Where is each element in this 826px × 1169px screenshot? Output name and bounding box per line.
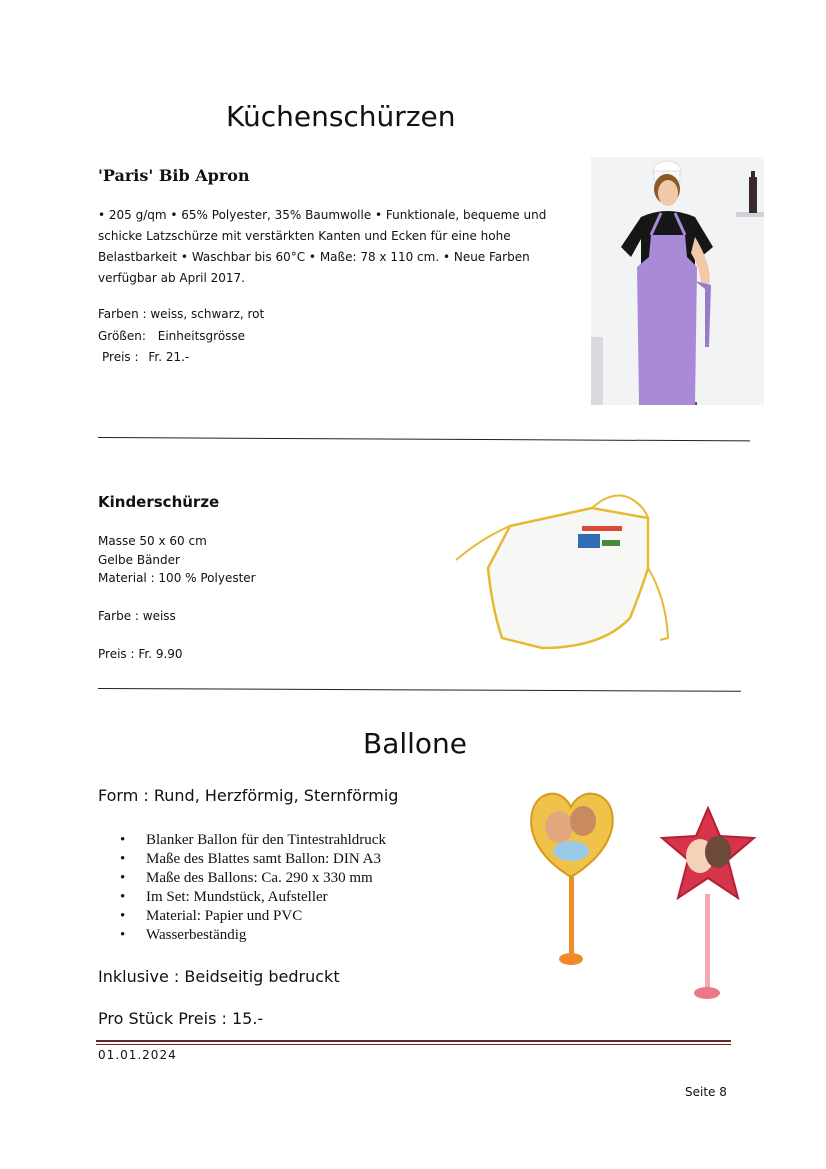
balloon-inclusive: Inklusive : Beidseitig bedruckt	[98, 967, 340, 986]
balloon-feature-4: • Im Set: Mundstück, Aufsteller	[98, 888, 386, 907]
balloon-feature-list	[98, 831, 386, 945]
kids-apron-line-3: Material : 100 % Polyester	[98, 571, 256, 585]
kids-apron-title: Kinderschürze	[98, 493, 220, 511]
apron-photo	[591, 157, 764, 405]
apron-sizes	[98, 327, 245, 346]
apron-description: • 205 g/qm • 65% Polyester, 35% Baumwolle • Funktionale, bequeme und schicke Latzschürze mit verstärkten Kanten und Ecken für eine hohe Belastbarkeit • Waschbar bis 60°C • Maße: 78 x 110 cm. • Neue Farben verfügbar ab April 2017.	[98, 208, 547, 285]
footer-rule-top	[96, 1040, 731, 1042]
footer-rule-bottom	[96, 1044, 731, 1045]
balloon-feature-6: • Wasserbeständig	[98, 926, 386, 945]
balloon-form: Form : Rund, Herzförmig, Sternförmig	[98, 786, 399, 805]
apron-section-heading: Küchenschürzen	[226, 100, 456, 133]
balloon-feature-5: • Material: Papier und PVC	[98, 907, 386, 926]
kids-apron-color: Farbe : weiss	[98, 609, 176, 623]
apron-sizes-label: Größen:	[98, 329, 146, 343]
footer-date: 01.01.2024	[98, 1048, 177, 1062]
apron-sizes-value: Einheitsgrösse	[157, 329, 246, 343]
divider-2	[98, 688, 741, 692]
apron-price	[102, 348, 189, 367]
kids-apron-line-2: Gelbe Bänder	[98, 553, 180, 567]
apron-product-title: 'Paris' Bib Apron	[98, 166, 250, 185]
balloon-feature-1: • Blanker Ballon für den Tintestrahldruck	[98, 831, 386, 850]
balloon-feature-3: • Maße des Ballons: Ca. 290 x 330 mm	[98, 869, 386, 888]
balloon-feature-2: • Maße des Blattes samt Ballon: DIN A3	[98, 850, 386, 869]
kids-apron-photo	[452, 488, 678, 668]
balloon-price: Pro Stück Preis : 15.-	[98, 1009, 264, 1028]
divider-1	[98, 437, 750, 441]
kids-apron-line-1: Masse 50 x 60 cm	[98, 534, 207, 548]
heart-balloon-photo	[525, 785, 617, 970]
page-number: Seite 8	[685, 1085, 727, 1099]
kids-apron-price: Preis : Fr. 9.90	[98, 647, 183, 661]
star-balloon-photo	[658, 806, 758, 1004]
apron-price-label: Preis :	[102, 350, 139, 364]
apron-price-value: Fr. 21.-	[148, 350, 190, 364]
balloon-section-heading: Ballone	[363, 727, 468, 760]
apron-colors: Farben : weiss, schwarz, rot	[98, 307, 265, 321]
